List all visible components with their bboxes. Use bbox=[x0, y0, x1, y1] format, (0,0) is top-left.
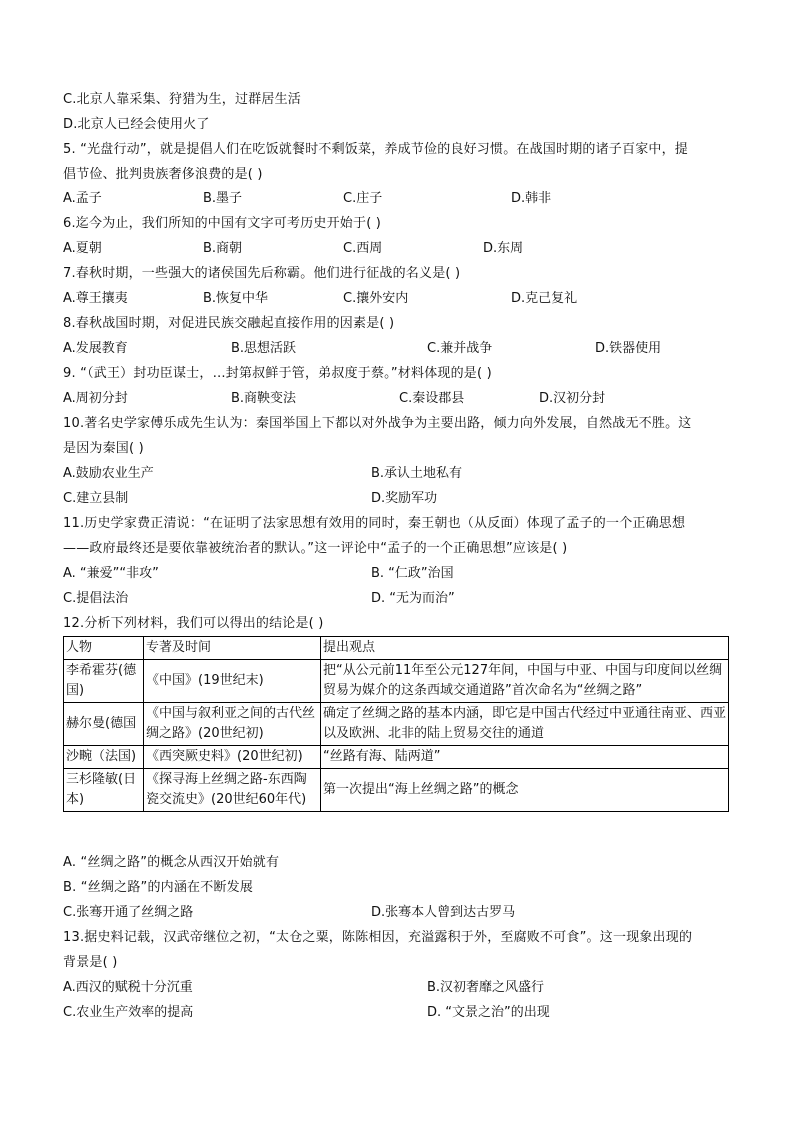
table-cell: 《中国》(19世纪末) bbox=[144, 660, 321, 703]
q12-option-a: A. “丝绸之路”的概念从西汉开始就有 bbox=[63, 855, 280, 870]
q5-option-d: D.韩非 bbox=[511, 191, 552, 206]
q8-option-b: B.思想活跃 bbox=[231, 341, 297, 356]
q11-option-d: D. “无为而治” bbox=[371, 591, 455, 606]
q10-stem: 10.著名史学家傅乐成先生认为：秦国举国上下都以对外战争为主要出路，倾力向外发展，自然战无不胜。这 bbox=[63, 416, 692, 431]
q5-stem: 5. “光盘行动”，就是提倡人们在吃饭就餐时不剩饭菜，养成节俭的良好习惯。在战国时期的诸子百家中，提 bbox=[63, 142, 689, 157]
table-cell: 沙畹（法国) bbox=[64, 746, 144, 769]
q10-stem-cont: 是因为秦国( ) bbox=[63, 441, 144, 456]
q11-option-c: C.提倡法治 bbox=[63, 591, 129, 606]
table-row bbox=[64, 660, 729, 703]
q7-option-b: B.恢复中华 bbox=[203, 291, 269, 306]
table-row bbox=[64, 746, 729, 769]
q13-option-a: A.西汉的赋税十分沉重 bbox=[63, 980, 193, 995]
q10-option-a: A.鼓励农业生产 bbox=[63, 466, 154, 481]
table-cell: 三杉隆敏(日本) bbox=[64, 769, 144, 812]
q13-option-b: B.汉初奢靡之风盛行 bbox=[427, 980, 545, 995]
q6-option-c: C.西周 bbox=[343, 241, 383, 256]
q12-option-c: C.张骞开通了丝绸之路 bbox=[63, 905, 194, 920]
table-cell: 把“从公元前11年至公元127年间，中国与中亚、中国与印度间以丝绸贸易为媒介的这条西域交通道路”首次命名为“丝绸之路” bbox=[321, 660, 729, 703]
table-cell: 确定了丝绸之路的基本内涵，即它是中国古代经过中亚通往南亚、西亚以及欧洲、北非的陆上贸易交往的通道 bbox=[321, 703, 729, 746]
q9-option-a: A.周初分封 bbox=[63, 391, 128, 406]
q11-option-b: B. “仁政”治国 bbox=[371, 566, 454, 581]
table-header: 提出观点 bbox=[321, 637, 729, 660]
q13-stem-cont: 背景是( ) bbox=[63, 955, 118, 970]
table-cell: 《探寻海上丝绸之路-东西陶瓷交流史》(20世纪60年代) bbox=[144, 769, 321, 812]
q9-option-b: B.商鞅变法 bbox=[231, 391, 297, 406]
q4-option-c: C.北京人靠采集、狩猎为生，过群居生活 bbox=[63, 92, 302, 107]
q8-option-a: A.发展教育 bbox=[63, 341, 128, 356]
q11-option-a: A. “兼爱”“非攻” bbox=[63, 566, 159, 581]
q8-stem: 8.春秋战国时期，对促进民族交融起直接作用的因素是( ) bbox=[63, 316, 395, 331]
table-header: 专著及时间 bbox=[144, 637, 321, 660]
q9-stem: 9. “（武王）封功臣谋士，…封第叔鲜于管，弟叔度于蔡。”材料体现的是( ) bbox=[63, 366, 492, 381]
table-header: 人物 bbox=[64, 637, 144, 660]
q6-option-b: B.商朝 bbox=[203, 241, 243, 256]
table-cell: 李希霍芬(德国) bbox=[64, 660, 144, 703]
q12-option-b: B. “丝绸之路”的内涵在不断发展 bbox=[63, 880, 254, 895]
silk-road-table bbox=[63, 636, 729, 812]
q7-option-d: D.克己复礼 bbox=[511, 291, 578, 306]
table-row bbox=[64, 703, 729, 746]
q6-option-d: D.东周 bbox=[483, 241, 524, 256]
q5-option-b: B.墨子 bbox=[203, 191, 243, 206]
q10-option-b: B.承认土地私有 bbox=[371, 466, 463, 481]
table-cell: 《西突厥史料》(20世纪初) bbox=[144, 746, 321, 769]
q5-option-c: C.庄子 bbox=[343, 191, 383, 206]
q5-stem-cont: 倡节俭、批判贵族奢侈浪费的是( ) bbox=[63, 167, 263, 182]
table-cell: “丝路有海、陆两道” bbox=[321, 746, 729, 769]
q12-option-d: D.张骞本人曾到达古罗马 bbox=[371, 905, 516, 920]
q11-stem-cont: ——政府最终还是要依靠被统治者的默认。”这一评论中“孟子的一个正确思想”应该是( ) bbox=[63, 541, 568, 556]
q4-option-d: D.北京人已经会使用火了 bbox=[63, 117, 210, 132]
q7-option-c: C.攘外安内 bbox=[343, 291, 409, 306]
q7-option-a: A.尊王攘夷 bbox=[63, 291, 128, 306]
q13-option-d: D. “文景之治”的出现 bbox=[427, 1005, 550, 1020]
table-cell: 《中国与叙利亚之间的古代丝绸之路》(20世纪初) bbox=[144, 703, 321, 746]
q8-option-d: D.铁器使用 bbox=[595, 341, 662, 356]
q10-option-d: D.奖励军功 bbox=[371, 491, 438, 506]
q7-stem: 7.春秋时期，一些强大的诸侯国先后称霸。他们进行征战的名义是( ) bbox=[63, 266, 461, 281]
q10-option-c: C.建立县制 bbox=[63, 491, 129, 506]
q11-stem: 11.历史学家费正清说：“在证明了法家思想有效用的同时，秦王朝也（从反面）体现了孟子的一个正确思想 bbox=[63, 516, 686, 531]
q9-option-c: C.秦设郡县 bbox=[399, 391, 465, 406]
q13-stem: 13.据史料记载，汉武帝继位之初，“太仓之粟，陈陈相因，充溢露积于外，至腐败不可食”。这一现象出现的 bbox=[63, 930, 693, 945]
table-cell: 第一次提出“海上丝绸之路”的概念 bbox=[321, 769, 729, 812]
table-cell: 赫尔曼(德国 bbox=[64, 703, 144, 746]
q9-option-d: D.汉初分封 bbox=[539, 391, 606, 406]
table-row bbox=[64, 769, 729, 812]
q5-option-a: A.孟子 bbox=[63, 191, 102, 206]
q6-option-a: A.夏朝 bbox=[63, 241, 102, 256]
q8-option-c: C.兼并战争 bbox=[427, 341, 493, 356]
table-header-row bbox=[64, 637, 729, 660]
q13-option-c: C.农业生产效率的提高 bbox=[63, 1005, 194, 1020]
q12-stem: 12.分析下列材料，我们可以得出的结论是( ) bbox=[63, 616, 324, 631]
q6-stem: 6.迄今为止，我们所知的中国有文字可考历史开始于( ) bbox=[63, 216, 382, 231]
